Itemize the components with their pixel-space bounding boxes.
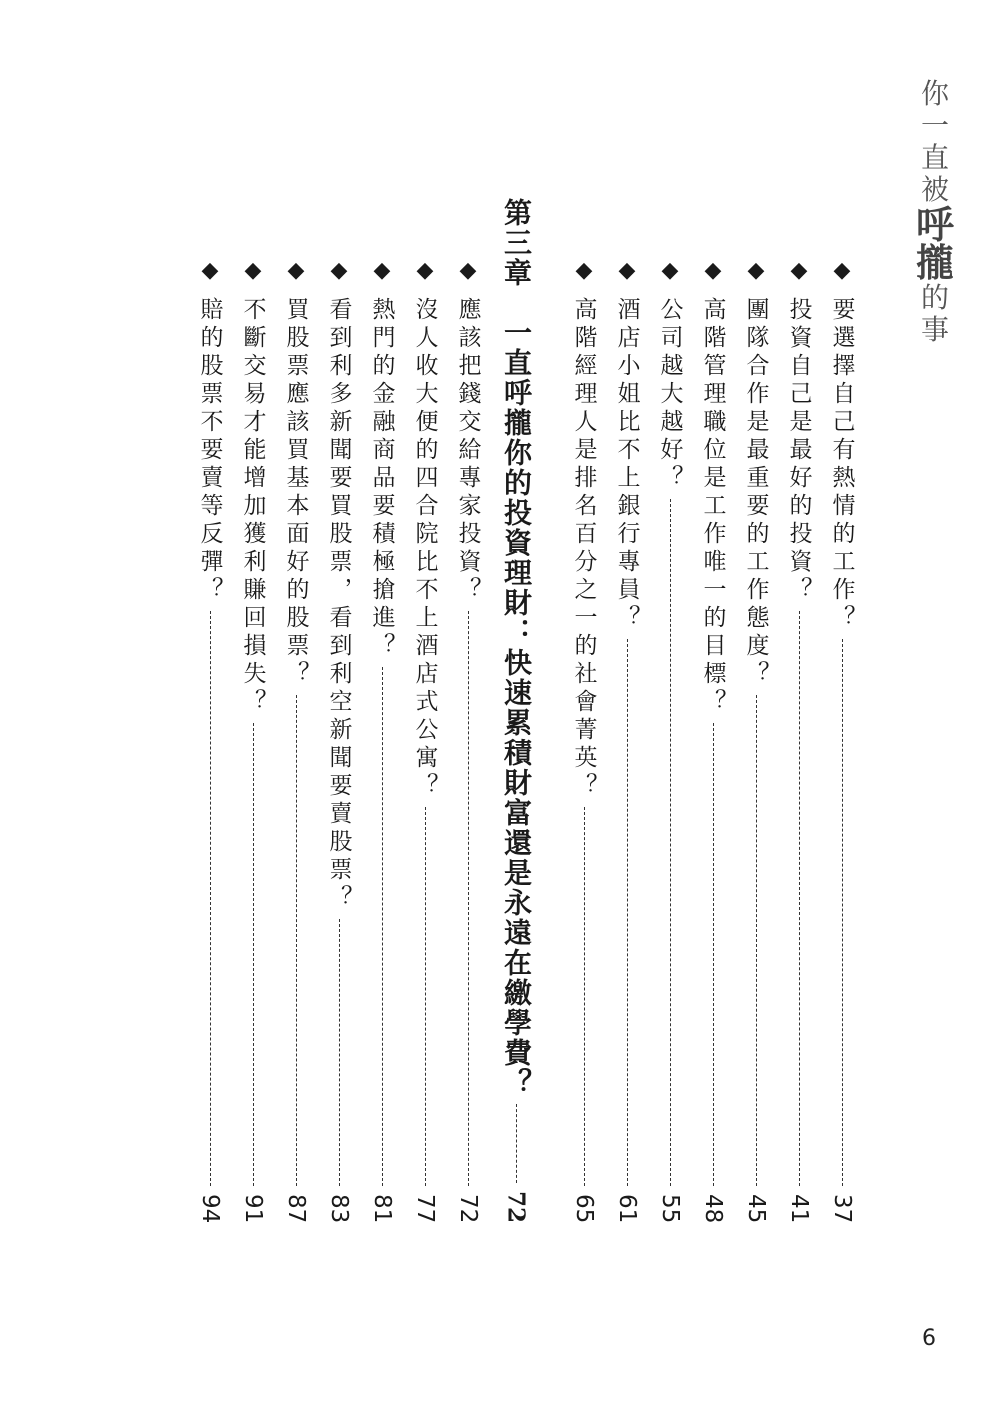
diamond-bullet-icon: ◆ (614, 258, 640, 283)
running-head-char: 被 (920, 172, 949, 206)
diamond-bullet-icon: ◆ (197, 258, 223, 283)
diamond-bullet-icon: ◆ (283, 258, 309, 283)
running-head-emphasis-char: 攏 (915, 239, 954, 285)
diamond-bullet-icon: ◆ (700, 258, 726, 283)
toc-entry (607, 258, 647, 1223)
toc-entry (564, 258, 604, 1223)
toc-entry-page: 37 (829, 1193, 855, 1223)
toc-entry-title: 投資自己是最好的投資？ (785, 297, 812, 605)
toc-entry-page: 61 (614, 1193, 640, 1223)
dot-leader (382, 667, 383, 1186)
diamond-bullet-icon: ◆ (786, 258, 812, 283)
toc-entry-page: 81 (369, 1193, 395, 1223)
toc-entry-title: 沒人收大便的四合院比不上酒店式公寓？ (411, 297, 438, 801)
diamond-bullet-icon: ◆ (455, 258, 481, 283)
toc-entry-title: 買股票應該買基本面好的股票？ (282, 297, 309, 689)
toc-entry (190, 258, 230, 1223)
diamond-bullet-icon: ◆ (240, 258, 266, 283)
toc-entry-title: 高階管理職位是工作唯一的目標？ (699, 297, 726, 717)
dot-leader (339, 919, 340, 1186)
toc-entry (779, 258, 819, 1223)
running-head (912, 78, 958, 345)
toc-entry-page: 77 (412, 1193, 438, 1223)
dot-leader (253, 723, 254, 1186)
dot-leader (713, 723, 714, 1186)
toc-entry (448, 258, 488, 1223)
toc-entry-title: 要選擇自己有熱情的工作？ (828, 297, 855, 633)
toc-entry-title: 團隊合作是最重要的工作態度？ (742, 297, 769, 689)
chapter-page: 72 (502, 1190, 530, 1223)
toc-entry-page: 41 (786, 1193, 812, 1223)
running-head-char: 你 (920, 77, 949, 110)
chapter-title: 一直呼攏你的投資理財：快速累積財富還是永遠在繳學費？ (500, 318, 533, 1098)
toc-entry-page: 55 (657, 1193, 683, 1223)
diamond-bullet-icon: ◆ (743, 258, 769, 283)
toc-entry-title: 應該把錢交給專家投資？ (454, 297, 481, 605)
running-head-char: 的 (920, 280, 949, 314)
diamond-bullet-icon: ◆ (829, 258, 855, 283)
toc-entry (405, 258, 445, 1223)
toc-entry (319, 258, 359, 1223)
dot-leader (627, 639, 628, 1186)
page-number: 6 (922, 1326, 936, 1351)
toc-entry (233, 258, 273, 1223)
dot-leader (296, 695, 297, 1186)
toc-entry (736, 258, 776, 1223)
toc-entry (276, 258, 316, 1223)
toc-entry-page: 87 (283, 1193, 309, 1223)
toc-entry-page: 65 (571, 1193, 597, 1223)
toc-entry (822, 258, 862, 1223)
dot-leader (670, 499, 671, 1186)
diamond-bullet-icon: ◆ (657, 258, 683, 283)
diamond-bullet-icon: ◆ (571, 258, 597, 283)
toc-entry (693, 258, 733, 1223)
toc-entry-title: 公司越大越好？ (656, 297, 683, 493)
toc-entry (650, 258, 690, 1223)
toc-entry-title: 看到利多新聞要買股票，看到利空新聞要賣股票？ (325, 297, 352, 913)
toc-entry-title: 高階經理人是排名百分之一的社會菁英？ (570, 297, 597, 801)
dot-leader (210, 611, 211, 1186)
toc-entry-page: 45 (743, 1193, 769, 1223)
toc-entry-page: 94 (197, 1193, 223, 1223)
dot-leader (516, 1104, 517, 1183)
running-head-char: 事 (920, 312, 949, 346)
toc-entry-page: 83 (326, 1193, 352, 1223)
diamond-bullet-icon: ◆ (369, 258, 395, 283)
toc-entry-title: 熱門的金融商品要積極搶進？ (368, 297, 395, 661)
dot-leader (468, 611, 469, 1186)
dot-leader (799, 611, 800, 1186)
toc-entry (362, 258, 402, 1223)
chapter-label: 第三章 (500, 198, 533, 288)
toc-entry-title: 不斷交易才能增加獲利賺回損失？ (239, 297, 266, 717)
dot-leader (425, 807, 426, 1186)
dot-leader (842, 639, 843, 1186)
toc-entry-title: 酒店小姐比不上銀行專員？ (613, 297, 640, 633)
toc-entry-title: 賠的股票不要賣等反彈？ (196, 297, 223, 605)
diamond-bullet-icon: ◆ (412, 258, 438, 283)
dot-leader (756, 695, 757, 1186)
running-head-emphasis-char: 呼 (915, 201, 954, 247)
toc-entry-page: 48 (700, 1193, 726, 1223)
running-head-char: 一 (920, 108, 949, 142)
diamond-bullet-icon: ◆ (326, 258, 352, 283)
dot-leader (584, 807, 585, 1186)
running-head-char: 直 (920, 140, 949, 174)
toc-entry-page: 91 (240, 1193, 266, 1223)
toc-entry-page: 72 (455, 1193, 481, 1223)
chapter-heading (494, 198, 538, 1223)
